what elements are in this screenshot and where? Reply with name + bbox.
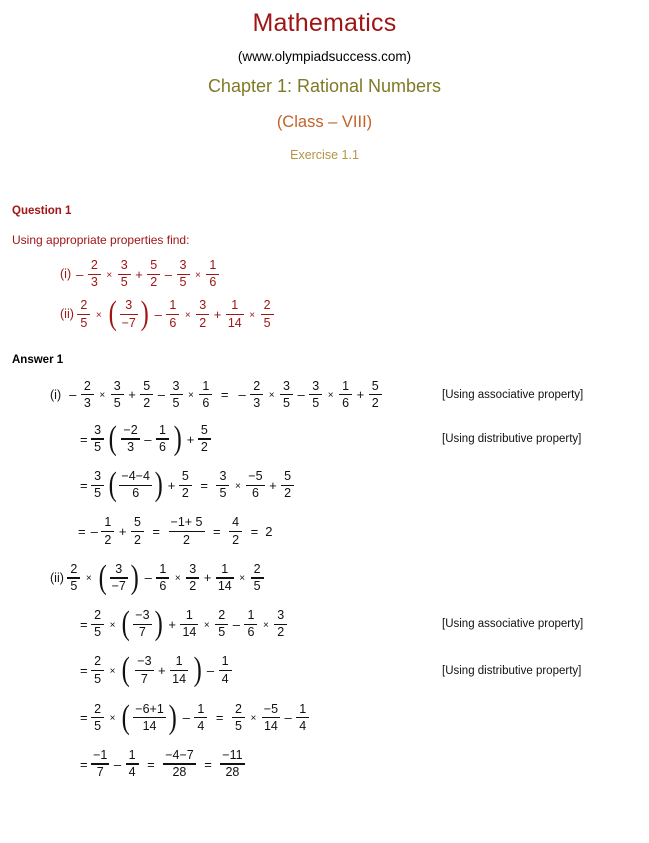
fraction-3-5: $\frac{3}{5}$ [216, 470, 229, 500]
fraction-5-2: $\frac{5}{2}$ [147, 259, 160, 289]
fraction-minus5-14: $\frac{-5}{14}$ [263, 701, 279, 733]
minus-sign: – [164, 266, 173, 282]
right-paren: ) [130, 558, 140, 596]
answer-line-ii-1 [50, 558, 649, 596]
fraction-bar [91, 670, 104, 671]
right-paren: ) [168, 698, 178, 736]
fraction-bar [77, 314, 90, 315]
answer-line-ii-4 [80, 698, 649, 736]
right-paren: ) [193, 651, 202, 689]
fraction-minus3-7: $\frac{-3}{7}$ [135, 608, 150, 640]
equals-sign: = [200, 477, 208, 493]
fraction-5-2: $\frac{5}{2}$ [140, 380, 153, 410]
annotation-distributive: [Using distributive property] [442, 664, 582, 677]
fraction-1-6: $\frac{1}{6}$ [156, 563, 169, 593]
right-paren: ) [155, 466, 164, 504]
equals-sign: = [204, 756, 212, 772]
minus-sign: – [69, 387, 77, 403]
fraction-minus11-28: $\frac{-11}{28}$ [222, 747, 243, 780]
page-title: Mathematics [252, 9, 397, 37]
fraction-2-3: $\frac{2}{3}$ [250, 380, 263, 410]
answer-line-ii-2 [80, 604, 649, 642]
question-item-i [60, 259, 649, 289]
equals-sign: = [80, 477, 88, 493]
minus-sign: – [113, 756, 122, 772]
times-sign: × [195, 269, 201, 281]
equals-sign: = [215, 710, 224, 726]
answer-line-ii-5 [80, 749, 649, 779]
fraction-1-4: $\frac{1}{4}$ [296, 703, 309, 733]
fraction-minus4minus7-28: $\frac{-4-7}{28}$ [165, 747, 194, 780]
item-marker-i: (i) [50, 387, 62, 402]
times-sign: × [249, 309, 256, 321]
left-paren: ( [108, 419, 117, 457]
times-sign: × [203, 619, 210, 631]
parenthesis-group [107, 295, 151, 333]
fraction-3-2: $\frac{3}{2}$ [196, 299, 209, 329]
equals-sign: = [147, 756, 155, 772]
site-url: (www.olympiadsuccess.com) [237, 49, 412, 64]
paren-contents [118, 424, 173, 454]
fraction-3-minus7: $\frac{3}{-7}$ [111, 561, 126, 594]
fraction-bar [120, 314, 138, 315]
left-paren: ( [122, 651, 131, 689]
fraction-minus3-7: $\frac{-3}{7}$ [137, 654, 152, 686]
minus-sign: – [154, 306, 162, 322]
chapter-heading: Chapter 1: Rational Numbers [207, 76, 442, 96]
fraction-minus2-3: $\frac{-2}{3}$ [123, 422, 138, 455]
times-sign: × [250, 713, 257, 725]
class-heading: (Class – VIII) [276, 113, 373, 131]
fraction-2-5: $\frac{2}{5}$ [215, 609, 228, 639]
plus-sign: + [118, 524, 127, 540]
plus-sign: + [356, 387, 365, 403]
times-sign: × [99, 390, 106, 402]
fraction-3-5: $\frac{3}{5}$ [91, 470, 104, 500]
times-sign: × [184, 309, 191, 321]
fraction-1-14: $\frac{1}{14}$ [182, 608, 197, 640]
minus-sign: – [206, 663, 215, 679]
minus-sign: – [232, 616, 240, 632]
minus-sign: – [157, 387, 166, 403]
times-sign: × [109, 713, 116, 725]
right-paren: ) [154, 604, 163, 642]
answer-line-ii-3 [80, 651, 649, 689]
plus-sign: + [269, 477, 277, 493]
fraction-3-5: $\frac{3}{5}$ [118, 259, 131, 289]
fraction-5-2: $\frac{5}{2}$ [369, 380, 382, 410]
fraction-2-5: $\frac{2}{5}$ [261, 299, 274, 329]
fraction-3-5: $\frac{3}{5}$ [309, 380, 322, 410]
parenthesis-group [107, 419, 184, 457]
times-sign: × [188, 390, 194, 402]
fraction-1-4: $\frac{1}{4}$ [194, 703, 207, 733]
fraction-2-5: $\frac{2}{5}$ [251, 563, 264, 593]
plus-sign: + [158, 663, 166, 679]
annotation-associative: [Using associative property] [442, 618, 584, 631]
annotation-associative: [Using associative property] [442, 388, 584, 401]
times-sign: × [239, 573, 246, 585]
answer-line-i-4 [78, 516, 649, 546]
equals-sign: = [213, 524, 221, 540]
fraction-2-5: $\frac{2}{5}$ [91, 703, 104, 733]
fraction-5-2: $\frac{5}{2}$ [179, 470, 192, 500]
plus-sign: + [213, 306, 222, 322]
left-paren: ( [108, 466, 117, 504]
minus-sign: – [284, 710, 292, 726]
fraction-bar [219, 670, 232, 671]
fraction-2-5: $\frac{2}{5}$ [67, 563, 80, 593]
fraction-1-6: $\frac{1}{6}$ [166, 299, 179, 329]
fraction-3-5: $\frac{3}{5}$ [111, 380, 124, 410]
fraction-5-2: $\frac{5}{2}$ [281, 470, 294, 500]
item-marker-ii: (ii) [60, 307, 74, 322]
fraction-3-2: $\frac{3}{2}$ [186, 563, 199, 593]
fraction-3-5: $\frac{3}{5}$ [170, 380, 183, 410]
fraction-1-4: $\frac{1}{4}$ [126, 749, 139, 779]
equals-sign: = [152, 524, 161, 540]
fraction-bar [166, 314, 179, 315]
minus-sign: – [297, 387, 305, 403]
fraction-2-5: $\frac{2}{5}$ [77, 299, 90, 329]
times-sign: × [95, 309, 102, 321]
parenthesis-group [120, 604, 164, 642]
document-header [0, 0, 649, 162]
fraction-2-3: $\frac{2}{3}$ [81, 380, 94, 410]
fraction-3-5: $\frac{3}{5}$ [91, 424, 104, 454]
parenthesis-group [97, 558, 141, 596]
paren-contents [132, 655, 192, 685]
fraction-1-14: $\frac{1}{14}$ [227, 298, 242, 330]
fraction-bar [226, 314, 244, 315]
fraction-2-5: $\frac{2}{5}$ [91, 655, 104, 685]
fraction-1-2: $\frac{1}{2}$ [101, 516, 114, 546]
fraction-4-2: $\frac{4}{2}$ [229, 516, 242, 546]
question-item-ii [60, 295, 649, 333]
times-sign: × [109, 666, 116, 678]
fraction-1-14: $\frac{1}{14}$ [172, 654, 187, 686]
result-value: 2 [265, 524, 273, 540]
fraction-2-5: $\frac{2}{5}$ [232, 703, 245, 733]
parenthesis-group [120, 698, 178, 736]
equals-sign: = [220, 387, 229, 403]
question-prompt: Using appropriate properties find: [12, 233, 190, 247]
equals-sign: = [78, 524, 86, 540]
fraction-minus1-7: $\frac{-1}{7}$ [93, 747, 108, 780]
fraction-minus5-6: $\frac{-5}{6}$ [248, 469, 263, 501]
fraction-1-4: $\frac{1}{4}$ [219, 655, 232, 685]
left-paren: ( [122, 604, 131, 642]
fraction-minus6plus1-14: $\frac{-6+1}{14}$ [135, 701, 164, 733]
minus-sign: – [144, 570, 152, 586]
minus-sign: – [238, 387, 246, 403]
equals-sign: = [80, 710, 88, 726]
times-sign: × [106, 269, 113, 281]
equals-sign: = [80, 616, 88, 632]
right-paren: ) [140, 295, 150, 333]
minus-sign: – [182, 710, 190, 726]
fraction-1-6: $\frac{1}{6}$ [244, 609, 257, 639]
minus-sign: – [90, 524, 98, 540]
fraction-3-minus7: $\frac{3}{-7}$ [121, 298, 136, 330]
fraction-5-2: $\frac{5}{2}$ [198, 424, 211, 454]
plus-sign: + [186, 431, 195, 447]
plus-sign: + [168, 616, 176, 632]
fraction-1-14: $\frac{1}{14}$ [217, 561, 232, 594]
answer-line-i-3 [80, 466, 649, 504]
left-paren: ( [98, 558, 107, 596]
times-sign: × [109, 619, 116, 631]
exercise-heading: Exercise 1.1 [290, 148, 359, 162]
plus-sign: + [128, 387, 136, 403]
fraction-3-5: $\frac{3}{5}$ [280, 380, 293, 410]
equals-sign: = [80, 663, 88, 679]
times-sign: × [262, 619, 269, 631]
fraction-bar [170, 670, 188, 671]
fraction-1-6: $\frac{1}{6}$ [339, 380, 352, 410]
left-paren: ( [122, 698, 131, 736]
fraction-2-5: $\frac{2}{5}$ [91, 609, 104, 639]
times-sign: × [85, 573, 92, 585]
minus-sign: – [144, 431, 152, 447]
fraction-minus1plus5-2: $\frac{-1+ 5}{2}$ [170, 515, 203, 547]
annotation-distributive: [Using distributive property] [442, 433, 582, 446]
fraction-5-2: $\frac{5}{2}$ [131, 516, 144, 546]
fraction-1-6: $\frac{1}{6}$ [156, 424, 169, 454]
fraction-2-3: $\frac{2}{3}$ [88, 259, 101, 289]
equals-sign: = [250, 524, 259, 540]
fraction-3-5: $\frac{3}{5}$ [177, 259, 190, 289]
fraction-bar [261, 314, 274, 315]
parenthesis-group [120, 651, 202, 689]
fraction-1-6: $\frac{1}{6}$ [199, 380, 212, 410]
minus-sign: – [76, 266, 84, 282]
equals-sign: = [80, 431, 88, 447]
right-paren: ) [174, 419, 183, 457]
item-marker-ii: (ii) [50, 570, 64, 585]
fraction-bar [135, 670, 153, 671]
fraction-bar [196, 314, 209, 315]
fraction-1-6: $\frac{1}{6}$ [206, 259, 219, 289]
answer-label: Answer 1 [12, 353, 64, 366]
plus-sign: + [135, 266, 143, 282]
equals-sign: = [80, 756, 88, 772]
question-label: Question 1 [12, 205, 72, 217]
parenthesis-group [107, 466, 165, 504]
item-marker-i: (i) [60, 267, 72, 282]
times-sign: × [268, 390, 275, 402]
fraction-minus4minus4-6: $\frac{-4-4}{6}$ [121, 469, 150, 501]
times-sign: × [174, 573, 181, 585]
left-paren: ( [108, 295, 117, 333]
answer-line-i-1 [50, 380, 649, 410]
plus-sign: + [167, 477, 176, 493]
answer-line-i-2 [80, 419, 649, 457]
plus-sign: + [203, 570, 212, 586]
times-sign: × [327, 390, 334, 402]
times-sign: × [234, 480, 241, 492]
fraction-3-2: $\frac{3}{2}$ [274, 609, 287, 639]
